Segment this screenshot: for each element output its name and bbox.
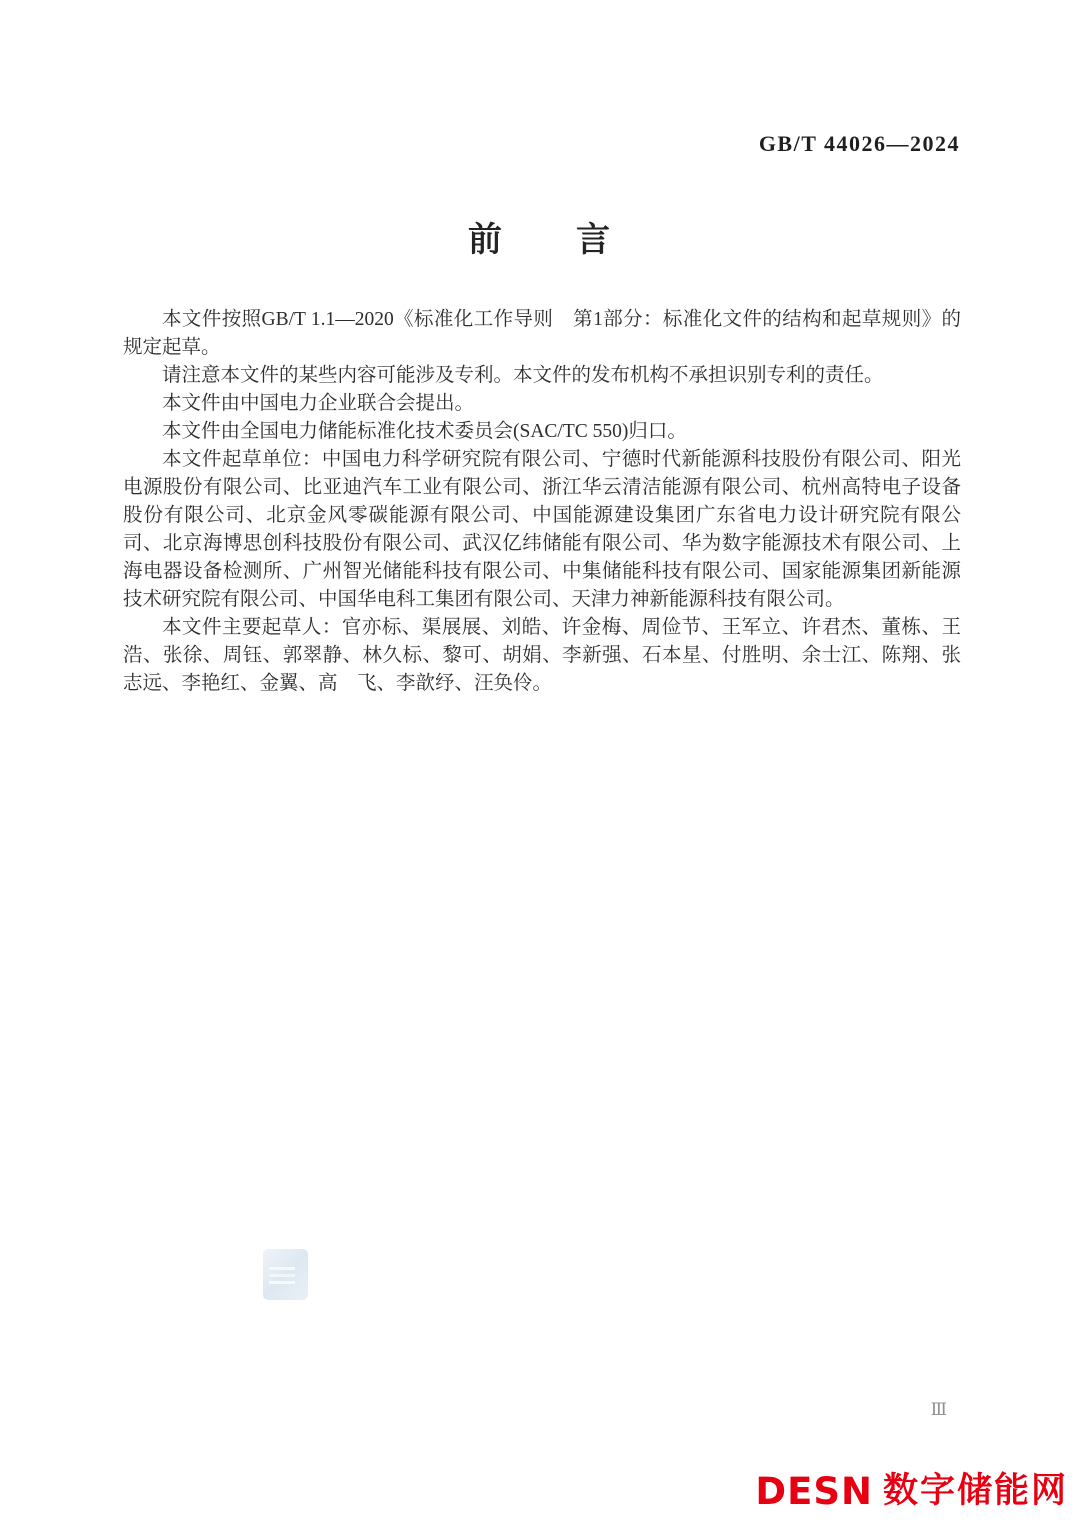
- page-number: Ⅲ: [930, 1400, 947, 1419]
- paragraph-drafting-rule: 本文件按照GB/T 1.1—2020《标准化工作导则 第1部分：标准化文件的结构和起草规则》的规定起草。: [123, 309, 961, 358]
- desn-logo-text: DESN: [755, 1470, 873, 1513]
- desn-logo-chinese: 数字储能网: [882, 1471, 1068, 1511]
- foreword-title: 前 言: [468, 221, 612, 259]
- footer-logo: [755, 1470, 1068, 1513]
- foreword-body: [123, 306, 961, 698]
- paragraph-main-drafters: 本文件主要起草人：官亦标、渠展展、刘皓、许金梅、周俭节、王军立、许君杰、董栋、王浩、张徐、周钰、郭翠静、林久标、黎可、胡娟、李新强、石本星、付胜明、余士江、陈翔、张志远、李艳红、金翼、高 飞、李歆纾、汪奂伶。: [123, 617, 961, 694]
- paragraph-drafting-organizations: 本文件起草单位：中国电力科学研究院有限公司、宁德时代新能源科技股份有限公司、阳光电源股份有限公司、比亚迪汽车工业有限公司、浙江华云清洁能源有限公司、杭州高特电子设备股份有限公司、北京金风零碳能源有限公司、中国能源建设集团广东省电力设计研究院有限公司、北京海博思创科技股份有限公司、武汉亿纬储能有限公司、华为数字能源技术有限公司、上海电器设备检测所、广州智光储能科技有限公司、中集储能科技有限公司、国家能源集团新能源技术研究院有限公司、中国华电科工集团有限公司、天津力神新能源科技有限公司。: [123, 449, 961, 610]
- standard-number: GB/T 44026—2024: [758, 131, 960, 156]
- faint-watermark-logo: [263, 1249, 308, 1300]
- paragraph-committee: 本文件由全国电力储能标准化技术委员会(SAC/TC 550)归口。: [162, 421, 687, 442]
- paragraph-patent-notice: 请注意本文件的某些内容可能涉及专利。本文件的发布机构不承担识别专利的责任。: [162, 365, 884, 386]
- paragraph-proposer: 本文件由中国电力企业联合会提出。: [162, 393, 475, 414]
